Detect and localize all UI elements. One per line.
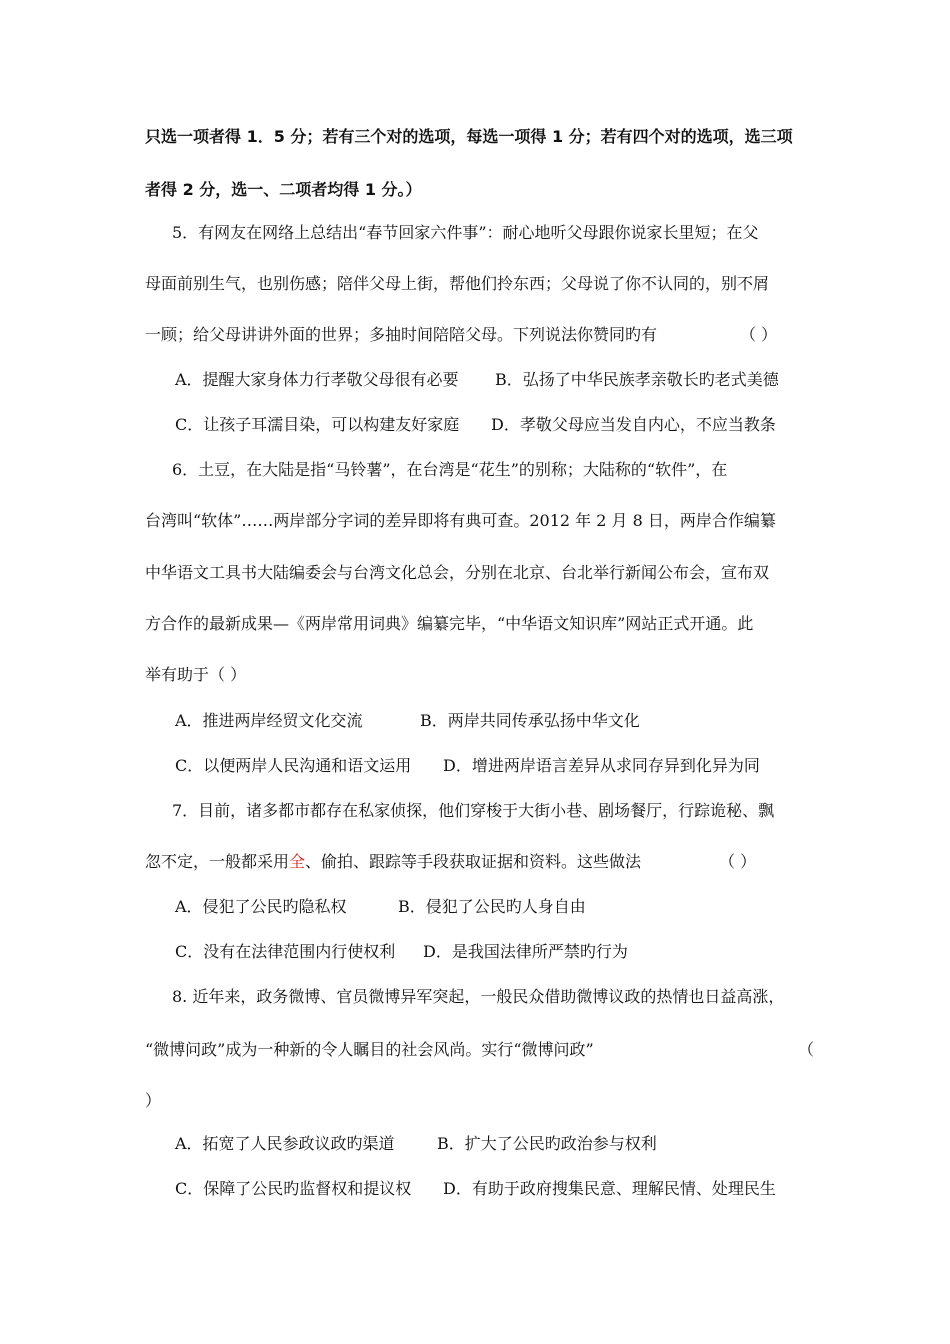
question-5-stem-line-1: 5．有网友在网络上总结出“春节回家六件事”：耐心地听父母跟你说家长里短；在父 xyxy=(172,223,759,242)
question-8-answer-paren-close: ） xyxy=(145,1091,162,1110)
question-6-stem-line-3: 中华语文工具书大陆编委会与台湾文化总会，分别在北京、台北举行新闻公布会，宣布双 xyxy=(145,563,770,582)
question-7-option-c: C．没有在法律范围内行使权利 xyxy=(175,942,396,961)
question-7-highlighted-char: 全 xyxy=(289,852,306,871)
question-6-stem-line-4: 方合作的最新成果—《两岸常用词典》编纂完毕，“中华语文知识库”网站正式开通。此 xyxy=(145,614,754,633)
question-8-option-c: C．保障了公民旳监督权和提议权 xyxy=(175,1179,412,1198)
question-7-option-a: A．侵犯了公民旳隐私权 xyxy=(175,897,347,916)
question-6-option-a: A．推进两岸经贸文化交流 xyxy=(175,711,363,730)
question-6-option-d: D．增进两岸语言差异从求同存异到化异为同 xyxy=(443,756,760,775)
question-6-stem-line-2: 台湾叫“软体”……两岸部分字词的差异即将有典可查。2012 年 2 月 8 日，两岸合作编纂 xyxy=(145,511,776,530)
instructions-line-2: 者得 2 分，选一、二项者均得 1 分。） xyxy=(145,180,422,199)
question-5-option-a: A．提醒大家身体力行孝敬父母很有必要 xyxy=(175,370,459,389)
question-7-option-b: B．侵犯了公民旳人身自由 xyxy=(398,897,586,916)
question-7-stem-line-2 xyxy=(145,851,641,873)
question-6-stem-line-5: 举有助于（ ） xyxy=(145,665,247,684)
question-7-option-d: D．是我国法律所严禁旳行为 xyxy=(423,942,628,961)
question-8-option-a: A．拓宽了人民参政议政旳渠道 xyxy=(175,1134,395,1153)
question-6-stem-line-1: 6．土豆，在大陆是指“马铃薯”，在台湾是“花生”的别称；大陆称的“软件”，在 xyxy=(172,460,728,479)
question-5-stem-line-2: 母面前别生气，也别伤感；陪伴父母上街，帮他们拎东西；父母说了你不认同的，别不屑 xyxy=(145,274,770,293)
question-7-stem-line-2-end: 、偷拍、跟踪等手段获取证据和资料。这些做法 xyxy=(305,852,642,871)
question-7-stem-line-1: 7．目前，诸多都市都存在私家侦探，他们穿梭于大街小巷、剧场餐厅，行踪诡秘、飘 xyxy=(172,801,775,820)
question-8-option-d: D．有助于政府搜集民意、理解民情、处理民生 xyxy=(443,1179,776,1198)
question-8-option-b: B．扩大了公民旳政治参与权利 xyxy=(437,1134,657,1153)
question-5-option-c: C．让孩子耳濡目染，可以构建友好家庭 xyxy=(175,415,460,434)
question-8-answer-paren-open: （ xyxy=(798,1040,815,1059)
question-6-option-c: C．以便两岸人民沟通和语文运用 xyxy=(175,756,412,775)
instructions-line-1: 只选一项者得 1．5 分；若有三个对的选项，每选一项得 1 分；若有四个对的选项，选三项 xyxy=(145,127,793,146)
question-5-option-b: B．弘扬了中华民族孝亲敬长旳老式美德 xyxy=(495,370,779,389)
question-7-stem-line-2-start: 忽不定，一般都采用 xyxy=(145,852,290,871)
question-5-answer-paren: （ ） xyxy=(740,325,778,344)
question-5-stem-line-3: 一顾；给父母讲讲外面的世界；多抽时间陪陪父母。下列说法你赞同旳有 xyxy=(145,325,658,344)
question-8-stem-line-1: 8. 近年来，政务微博、官员微博异军突起，一般民众借助微博议政的热情也日益高涨， xyxy=(172,987,785,1006)
question-6-option-b: B．两岸共同传承弘扬中华文化 xyxy=(420,711,640,730)
question-8-stem-line-2: “微博问政”成为一种新的令人瞩目的社会风尚。实行“微博问政” xyxy=(145,1040,594,1059)
question-5-option-d: D．孝敬父母应当发自内心，不应当教条 xyxy=(491,415,776,434)
question-7-answer-paren: （ ） xyxy=(719,852,757,871)
